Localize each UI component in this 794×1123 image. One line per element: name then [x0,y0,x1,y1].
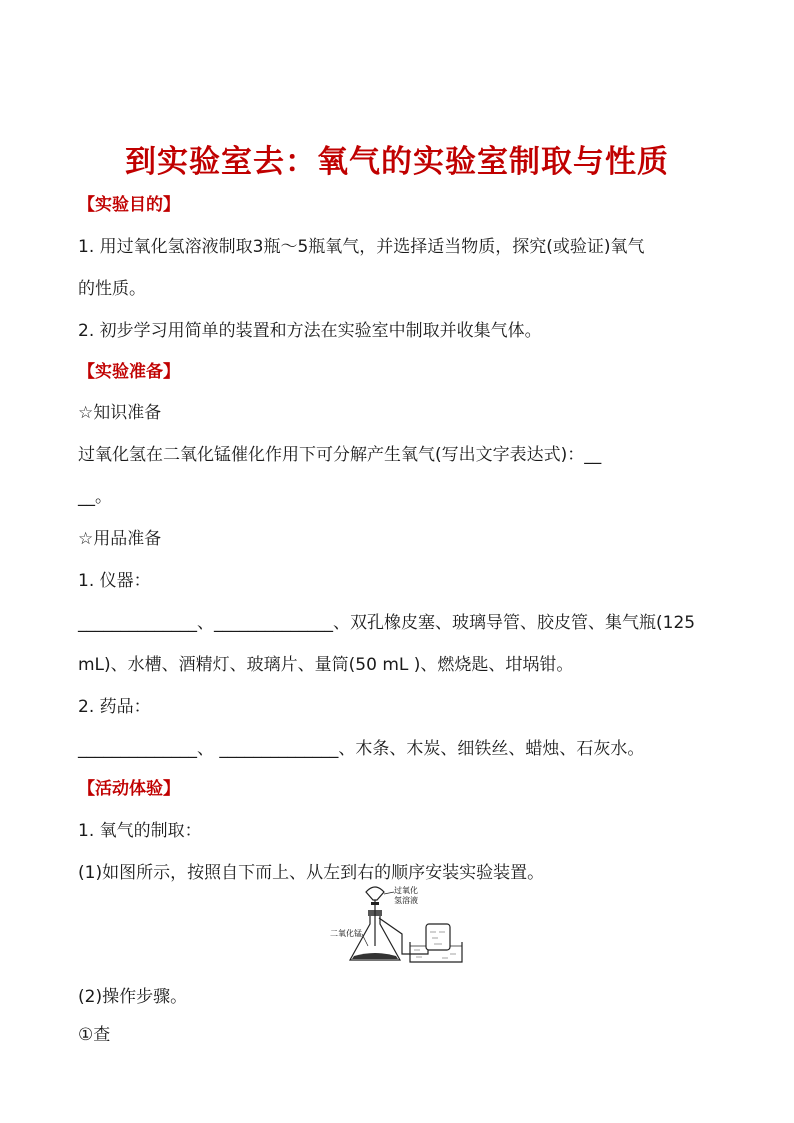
activity-check: ①查 [78,1025,111,1045]
label-mno2: 二氧化锰 [330,929,362,938]
knowledge-heading: ☆知识准备 [78,403,162,423]
section-purpose: 【实验目的】 [78,195,180,215]
reagents-list: ______________、 ______________、木条、木炭、细铁丝、蜡烛、石灰水。 [78,739,645,759]
purpose-item-1-cont: 的性质。 [78,279,146,299]
gas-bottle [426,924,450,950]
instruments-label: 1. 仪器： [78,571,151,591]
knowledge-question: 过氧化氢在二氧化锰催化作用下可分解产生氧气(写出文字表达式)：__ [78,445,602,465]
section-activity: 【活动体验】 [78,779,180,799]
purpose-item-1: 1. 用过氧化氢溶液制取3瓶～5瓶氧气，并选择适当物质，探究(或验证)氧气 [78,237,645,257]
knowledge-question-cont: __。 [78,487,112,507]
mno2-solid [352,953,398,959]
instruments-list-cont: mL)、水槽、酒精灯、玻璃片、量筒(50 mL )、燃烧匙、坩埚钳。 [78,655,574,675]
apparatus-figure [330,884,470,966]
activity-step-1: (1)如图所示，按照自下而上、从左到右的顺序安装实验装置。 [78,863,545,883]
supplies-heading: ☆用品准备 [78,529,162,549]
purpose-item-2: 2. 初步学习用简单的装置和方法在实验室中制取并收集气体。 [78,321,542,341]
separatory-funnel [366,887,384,900]
activity-item-1: 1. 氧气的制取： [78,821,202,841]
instruments-list: ______________、______________、双孔橡皮塞、玻璃导管、胶皮管、集气瓶(125 [78,613,696,633]
label-h2o2-cont: 氢溶液 [394,896,418,905]
page-title: 到实验室去：氧气的实验室制取与性质 [125,144,669,180]
label-h2o2: 过氧化 [394,886,418,895]
section-prep: 【实验准备】 [78,362,180,382]
activity-step-2: (2)操作步骤。 [78,987,188,1007]
reagents-label: 2. 药品： [78,697,151,717]
